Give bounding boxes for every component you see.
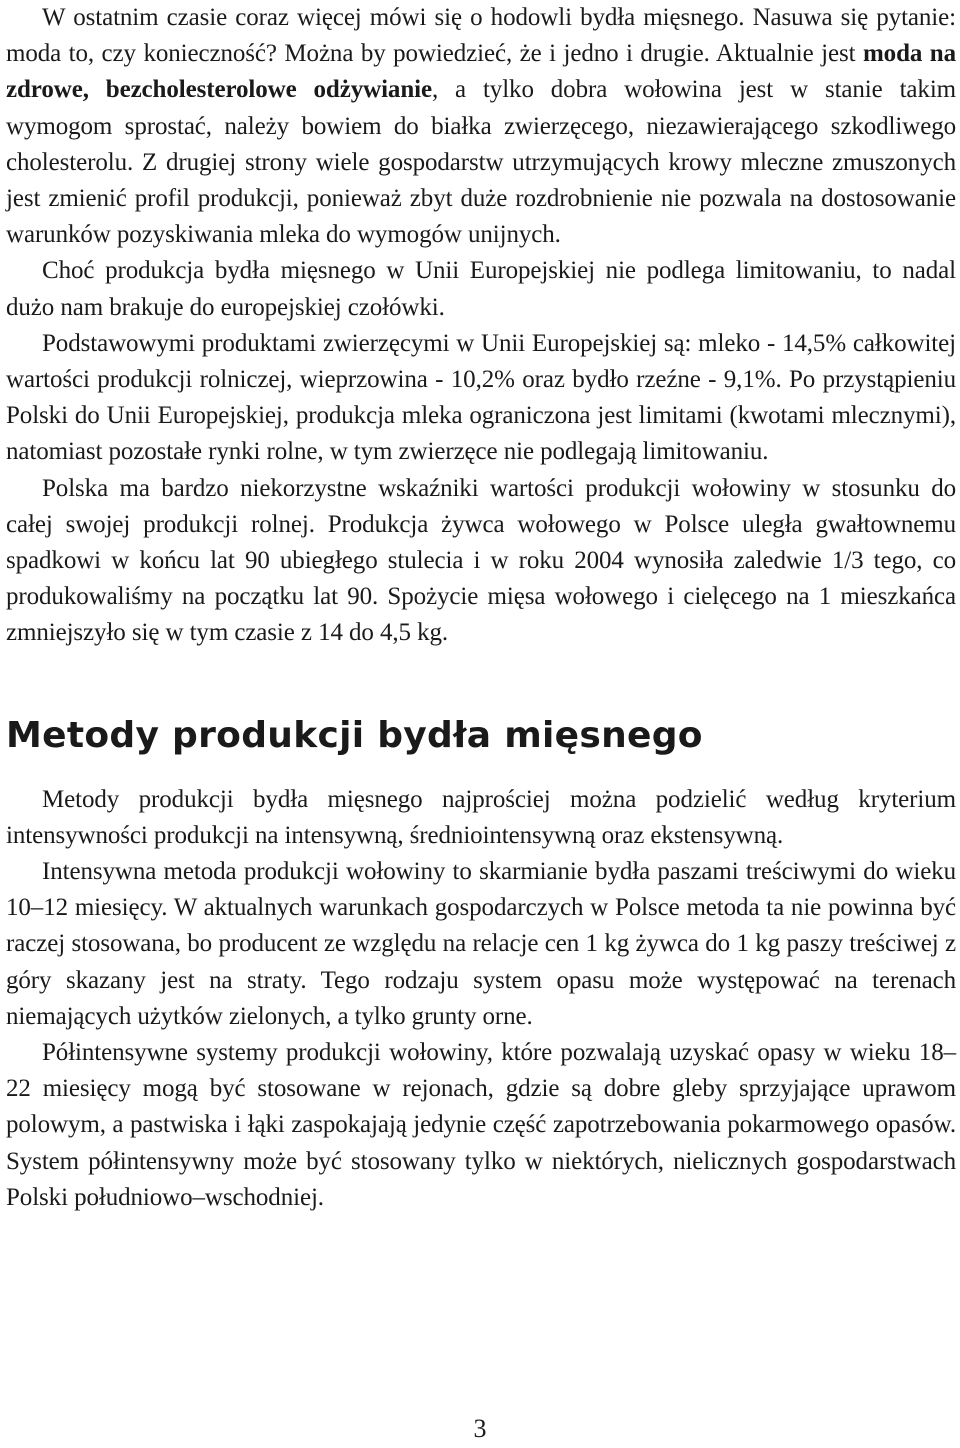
paragraph-poland-indicators: Polska ma bardzo niekorzystne wskaźniki wartości produkcji wołowiny w stosunku do całej swojej produkcji rolnej. Produkcja żywca wołowego w Polsce uległa gwałtownemu spadkowi w końcu lat 90 ubiegłego stulecia i w roku 2004 wynosiła zaledwie 1/3 tego, co produkowaliśmy na początku lat 90. Spożycie mięsa wołowego i cielęcego na 1 mieszkańca zmniejszyło się w tym czasie z 14 do 4,5 kg. <box>6 474 956 647</box>
section-heading: Metody produkcji bydła mięsnego <box>6 714 703 756</box>
paragraph-fashion-for-beef <box>6 0 956 253</box>
paragraph-text: W ostatnim czasie coraz więcej mówi się o hodowli bydła mięsnego. Nasuwa się pytanie: moda to, czy konieczność? Można by powiedzieć, że i jedno i drugie. Aktualnie jest <box>6 4 956 68</box>
paragraph-basic-products: Podstawowymi produktami zwierzęcymi w Unii Europejskiej są: mleko - 14,5% całkowitej wartości produkcji rolniczej, wieprzowina - 10,2% oraz bydło rzeźne - 9,1%. Po przystąpieniu Polski do Unii Europejskiej, produkcja mleka ograniczona jest limitami (kwotami mlecznymi), natomiast pozostałe rynki rolne, w tym zwierzęce nie podlegają limitowaniu. <box>6 329 956 466</box>
page-number: 3 <box>473 1414 487 1443</box>
paragraph-methods-intro: Metody produkcji bydła mięsnego najprościej można podzielić według kryterium intensywności produkcji na intensywną, średniointensywną oraz ekstensywną. <box>6 785 956 849</box>
paragraph-text: , a tylko dobra wołowina jest w stanie takim wymogom sprostać, należy bowiem do białka zwierzęcego, niezawierającego szkodliwego cholesterolu. Z drugiej strony wiele gospodarstw utrzymujących krowy mleczne zmuszonych jest zmienić profil produkcji, ponieważ zbyt duże rozdrobnienie nie pozwala na dostosowanie warunków pozyskiwania mleka do wymogów unijnych. <box>6 76 957 249</box>
paragraph-eu-production: Choć produkcja bydła mięsnego w Unii Europejskiej nie podlega limitowaniu, to nadal dużo nam brakuje do europejskiej czołówki. <box>6 257 956 321</box>
paragraph-intensive-method: Intensywna metoda produkcji wołowiny to skarmianie bydła paszami treściwymi do wieku 10–12 miesięcy. W aktualnych warunkach gospodarczych w Polsce metoda ta nie powinna być raczej stosowana, bo producent ze względu na relacje cen 1 kg żywca do 1 kg paszy treściwej z góry skazany jest na straty. Tego rodzaju system opasu może występować na terenach niemających użytków zielonych, a tylko grunty orne. <box>6 858 956 1030</box>
paragraph-semi-intensive-method: Półintensywne systemy produkcji wołowiny, które pozwalają uzyskać opasy w wieku 18–22 miesięcy mogą być stosowane w rejonach, gdzie są dobre gleby sprzyjające uprawom polowym, a pastwiska i łąki zaspokajają jedynie część zapotrzebowania pokarmowego opasów. System półintensywny może być stosowany tylko w niektórych, nielicznych gospodarstwach Polski południowo–wschodniej. <box>6 1039 956 1211</box>
bold-phrase-healthy-diet: moda na zdrowe, bezcholesterolowe odżywianie <box>6 40 956 104</box>
document-page <box>6 0 956 1216</box>
